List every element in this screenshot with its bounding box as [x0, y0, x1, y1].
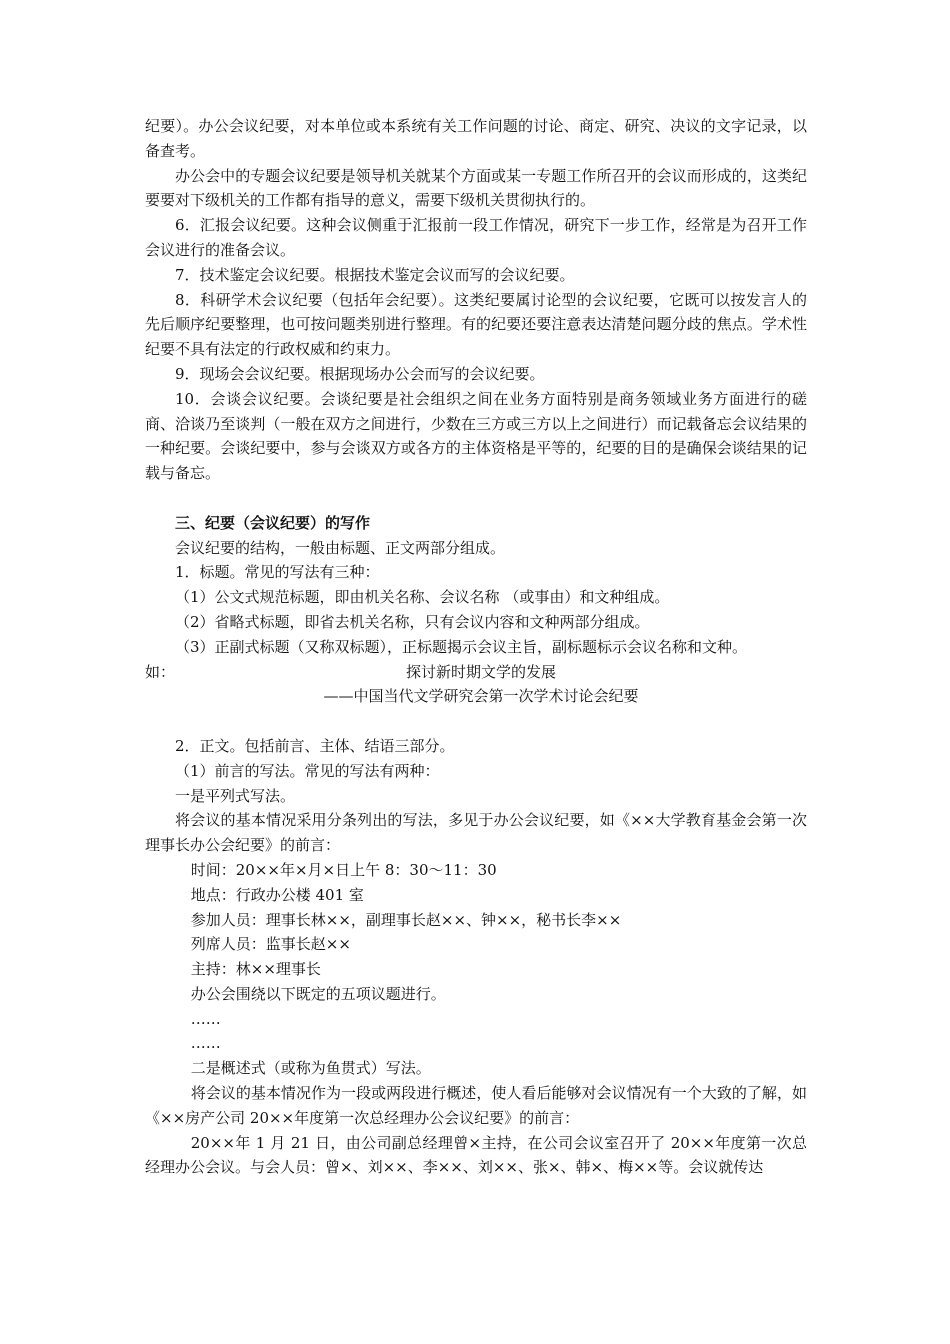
list-item: 2．正文。包括前言、主体、结语三部分。: [175, 736, 455, 755]
meeting-item: 办公会围绕以下既定的五项议题进行。: [190, 984, 446, 1003]
example-lead: 如：: [145, 662, 176, 681]
list-item: （1）前言的写法。常见的写法有两种：: [175, 761, 440, 780]
paragraph: 办公会中的专题会议纪要是领导机关就某个方面或某一专题工作所召开的会议而形成的，这类纪要要对下级机关的工作都有指导的意义，需要下级机关贯彻执行的。: [145, 166, 807, 210]
meeting-item: 时间：20××年×月×日上午 8：30～11：30: [190, 860, 497, 879]
paragraph: 纪要）。办公会议纪要，对本单位或本系统有关工作问题的讨论、商定、研究、决议的文字记录，以备查考。: [145, 117, 807, 160]
paragraph: 一是平列式写法。: [175, 786, 296, 805]
example-sub-title: ——中国当代文学研究会第一次学术讨论会纪要: [323, 687, 639, 706]
meeting-item: 列席人员：监事长赵××: [190, 935, 351, 954]
ellipsis: ……: [190, 1009, 221, 1028]
example-main-title: 探讨新时期文学的发展: [405, 662, 556, 681]
meeting-item: 地点：行政办公楼 401 室: [190, 885, 364, 904]
paragraph: 会议纪要的结构，一般由标题、正文两部分组成。: [175, 538, 506, 557]
paragraph-text: 20××年 1 月 21 日，由公司副总经理曾×主持，在公司会议室召开了 20××年度第一次总经理办公会议。与会人员：曾×、刘××、李××、刘××、张×、韩×、梅××等。会议就传达: [145, 1133, 807, 1177]
list-item: （3）正副式标题（又称双标题），正标题揭示会议主旨，副标题标示会议名称和文种。: [175, 637, 748, 656]
paragraph: [145, 1131, 807, 1181]
paragraph-text: 将会议的基本情况作为一段或两段进行概述，使人看后能够对会议情况有一个大致的了解，如《××房产公司 20××年度第一次总经理办公会议纪要》的前言：: [145, 1084, 807, 1127]
list-item: 8．科研学术会议纪要（包括年会纪要）。这类纪要属讨论型的会议纪要，它既可以按发言人的先后顺序纪要整理，也可按问题类别进行整理。有的纪要还要注意表达清楚问题分歧的焦点。学术性纪要不具有法定的行政权威和约束力。: [145, 290, 807, 359]
list-item: 1．标题。常见的写法有三种：: [175, 563, 380, 582]
list-item: 9．现场会会议纪要。根据现场办公会而写的会议纪要。: [175, 364, 545, 383]
meeting-item: 主持：林××理事长: [190, 960, 321, 979]
example-block: [145, 660, 807, 710]
list-item: 10．会谈会议纪要。会谈纪要是社会组织之间在业务方面特别是商务领域业务方面进行的磋商、洽谈乃至谈判（一般在双方之间进行，少数在三方或三方以上之间进行）而记载备忘会议结果的一种纪要。会谈纪要中，参与会谈双方或各方的主体资格是平等的，纪要的目的是确保会谈结果的记载与备忘。: [145, 389, 807, 483]
paragraph: 将会议的基本情况采用分条列出的写法，多见于办公会议纪要，如《××大学教育基金会第一次理事长办公会纪要》的前言：: [145, 811, 807, 855]
list-item: （2）省略式标题，即省去机关名称，只有会议内容和文种两部分组成。: [175, 612, 650, 631]
meeting-item: 参加人员：理事长林××，副理事长赵××、钟××，秘书长李××: [190, 910, 622, 929]
document-page: [145, 114, 807, 1180]
section-heading: 三、纪要（会议纪要）的写作: [175, 513, 371, 532]
list-item: 6．汇报会议纪要。这种会议侧重于汇报前一段工作情况，研究下一步工作，经常是为召开工作会议进行的准备会议。: [145, 216, 807, 259]
ellipsis: ……: [190, 1034, 221, 1053]
blank-line: [145, 709, 807, 734]
list-item: （1）公文式规范标题，即由机关名称、会议名称 （或事由）和文种组成。: [175, 588, 670, 607]
paragraph: [145, 1081, 807, 1131]
paragraph: 二是概述式（或称为鱼贯式）写法。: [190, 1059, 431, 1078]
list-item: 7．技术鉴定会议纪要。根据技术鉴定会议而写的会议纪要。: [175, 265, 575, 284]
